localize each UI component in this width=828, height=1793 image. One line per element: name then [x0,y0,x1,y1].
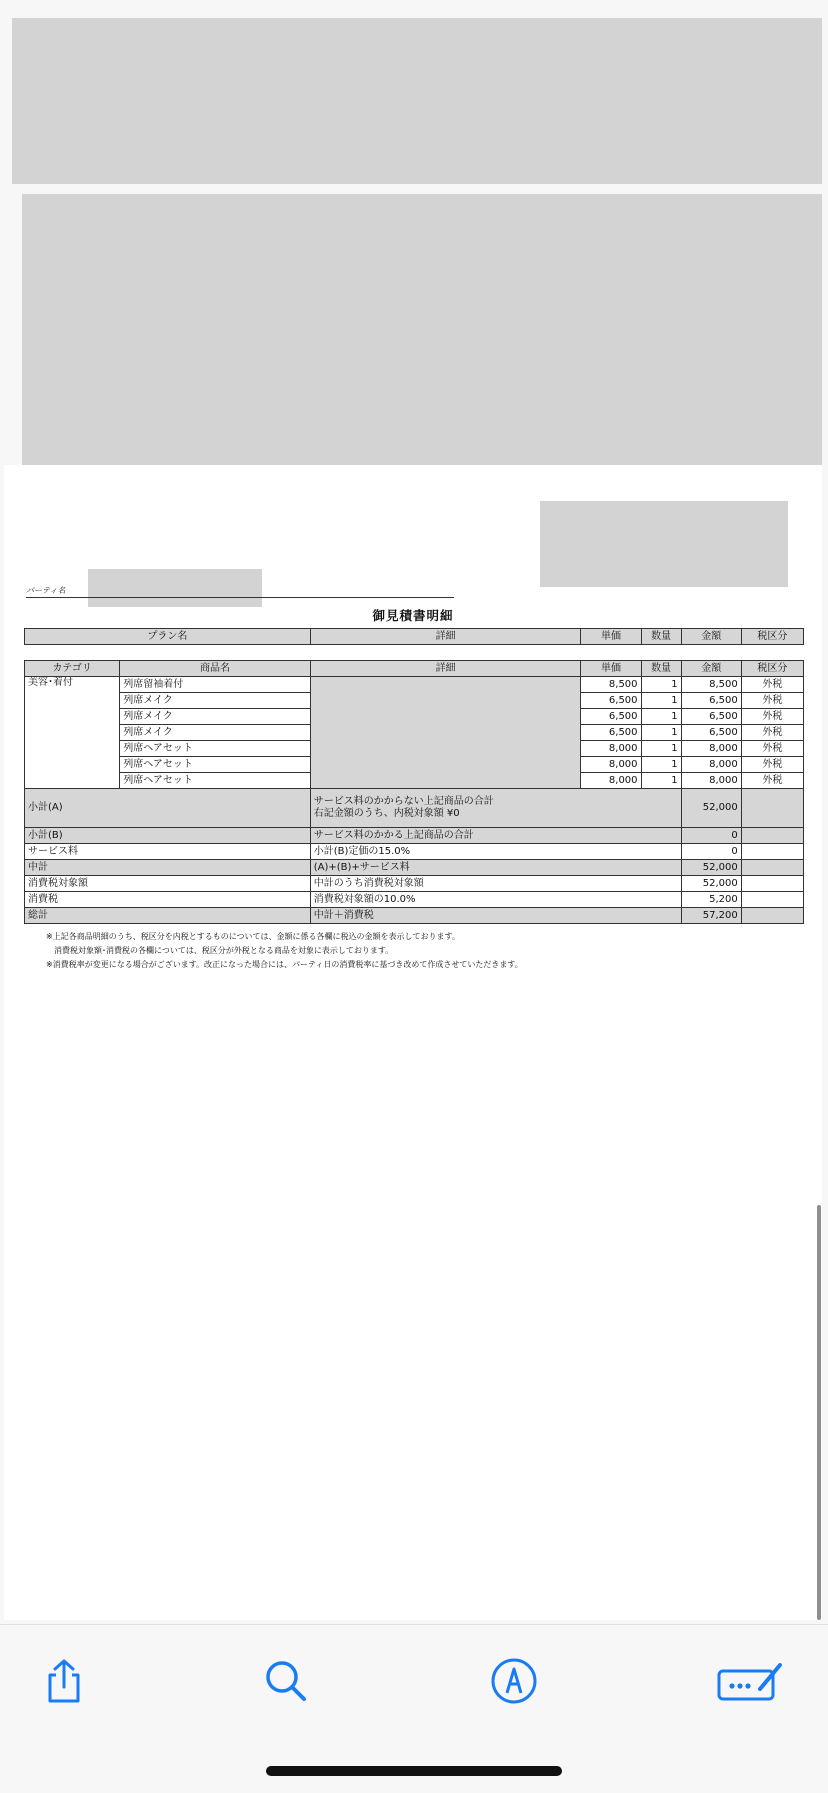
quantity: 1 [641,709,681,725]
search-icon [262,1657,310,1705]
quantity: 1 [641,693,681,709]
plan-name-header: プラン名 [25,629,311,645]
service-fee-label: サービス料 [25,844,311,860]
service-fee-amount: 0 [681,844,741,860]
consumption-tax-row [25,892,804,908]
service-fee-row [25,844,804,860]
amount: 6,500 [681,693,741,709]
tax-type: 外税 [741,773,803,789]
redacted-header-block [12,18,822,184]
subtotal-b-detail: サービス料のかかる上記商品の合計 [310,828,681,844]
taxable-amount-label: 消費税対象額 [25,876,311,892]
quantity: 1 [641,757,681,773]
product-name: 列席メイク [120,693,310,709]
middle-total-amount: 52,000 [681,860,741,876]
subtotal-a-detail-line2: 右記金額のうち、内税対象額 ¥0 [313,808,460,819]
signature-icon [716,1657,784,1705]
detail-header: 詳細 [310,661,581,677]
tax-type: 外税 [741,757,803,773]
subtotal-b-row [25,828,804,844]
category-cell: 美容･着付 [25,677,120,789]
unit-price: 6,500 [581,725,641,741]
subtotal-b-tax-cell [741,828,803,844]
product-name: 列席メイク [120,709,310,725]
consumption-tax-amount: 5,200 [681,892,741,908]
taxable-amount-tax-cell [741,876,803,892]
redacted-stamp-area [540,501,788,587]
amount-header: 金額 [681,661,741,677]
plan-amount-header: 金額 [681,629,741,645]
unit-price: 6,500 [581,709,641,725]
product-name: 列席メイク [120,725,310,741]
middle-total-label: 中計 [25,860,311,876]
plan-table [24,628,804,645]
product-name: 列席ヘアセット [120,773,310,789]
redacted-detail [310,677,581,789]
document-page [4,465,822,1620]
plan-qty-header: 数量 [641,629,681,645]
redacted-party-name [88,569,262,607]
items-table [24,660,804,924]
product-name: 列席ヘアセット [120,757,310,773]
product-name: 列席ヘアセット [120,741,310,757]
search-button[interactable] [260,1655,312,1707]
quantity: 1 [641,725,681,741]
markup-icon [490,1657,538,1705]
signature-button[interactable] [716,1655,784,1707]
unit-price-header: 単価 [581,661,641,677]
quantity: 1 [641,773,681,789]
quantity: 1 [641,677,681,693]
scrollbar-thumb[interactable] [817,1205,821,1620]
table-row [25,677,804,693]
home-indicator[interactable] [266,1766,562,1776]
plan-tax-header: 税区分 [741,629,803,645]
grand-total-tax-cell [741,908,803,924]
document-title: 御見積書明細 [372,608,454,623]
amount: 8,000 [681,773,741,789]
amount: 8,000 [681,757,741,773]
grand-total-detail: 中計＋消費税 [310,908,681,924]
category-header: カテゴリ [25,661,120,677]
subtotal-a-tax-cell [741,789,803,828]
subtotal-b-label: 小計(B) [25,828,311,844]
tax-type: 外税 [741,725,803,741]
redacted-header-block-2 [22,194,822,466]
consumption-tax-label: 消費税 [25,892,311,908]
consumption-tax-tax-cell [741,892,803,908]
unit-price: 8,500 [581,677,641,693]
unit-price: 8,000 [581,741,641,757]
middle-total-detail: (A)+(B)+サービス料 [310,860,681,876]
amount: 6,500 [681,709,741,725]
qty-header: 数量 [641,661,681,677]
product-name-header: 商品名 [120,661,310,677]
middle-total-row [25,860,804,876]
amount: 8,500 [681,677,741,693]
amount: 8,000 [681,741,741,757]
amount: 6,500 [681,725,741,741]
service-fee-tax-cell [741,844,803,860]
subtotal-a-label: 小計(A) [25,789,311,828]
footnote-line: ※上記各商品明細のうち、税区分を内税とするものについては、金額に係る各欄に税込の金額を表示しております。 [46,932,460,941]
tax-type-header: 税区分 [741,661,803,677]
footnotes [46,930,523,972]
share-button[interactable] [38,1655,90,1707]
subtotal-a-detail-line1: サービス料のかからない上記商品の合計 [313,796,494,807]
tax-type: 外税 [741,693,803,709]
quantity: 1 [641,741,681,757]
middle-total-tax-cell [741,860,803,876]
tax-type: 外税 [741,709,803,725]
party-name-label: パーティ名 [26,586,66,595]
grand-total-label: 総計 [25,908,311,924]
product-name: 列席留袖着付 [120,677,310,693]
markup-button[interactable] [488,1655,540,1707]
subtotal-a-detail [310,789,681,828]
taxable-amount-row [25,876,804,892]
footnote-line: 消費税対象額･消費税の各欄については、税区分が外税となる商品を対象に表示しております。 [46,946,394,955]
unit-price: 8,000 [581,757,641,773]
party-name-underline [26,597,454,598]
tax-type: 外税 [741,741,803,757]
subtotal-a-amount: 52,000 [681,789,741,828]
subtotal-b-amount: 0 [681,828,741,844]
grand-total-row [25,908,804,924]
subtotal-a-row [25,789,804,828]
plan-unit-price-header: 単価 [581,629,641,645]
share-icon [42,1657,86,1705]
grand-total-amount: 57,200 [681,908,741,924]
plan-detail-header: 詳細 [310,629,581,645]
service-fee-detail: 小計(B)定価の15.0% [310,844,681,860]
taxable-amount-value: 52,000 [681,876,741,892]
footnote-line: ※消費税率が変更になる場合がございます。改正になった場合には、パーティ日の消費税率に基づき改めて作成させていただきます。 [46,960,523,969]
taxable-amount-detail: 中計のうち消費税対象額 [310,876,681,892]
tax-type: 外税 [741,677,803,693]
unit-price: 6,500 [581,693,641,709]
consumption-tax-detail: 消費税対象額の10.0% [310,892,681,908]
unit-price: 8,000 [581,773,641,789]
